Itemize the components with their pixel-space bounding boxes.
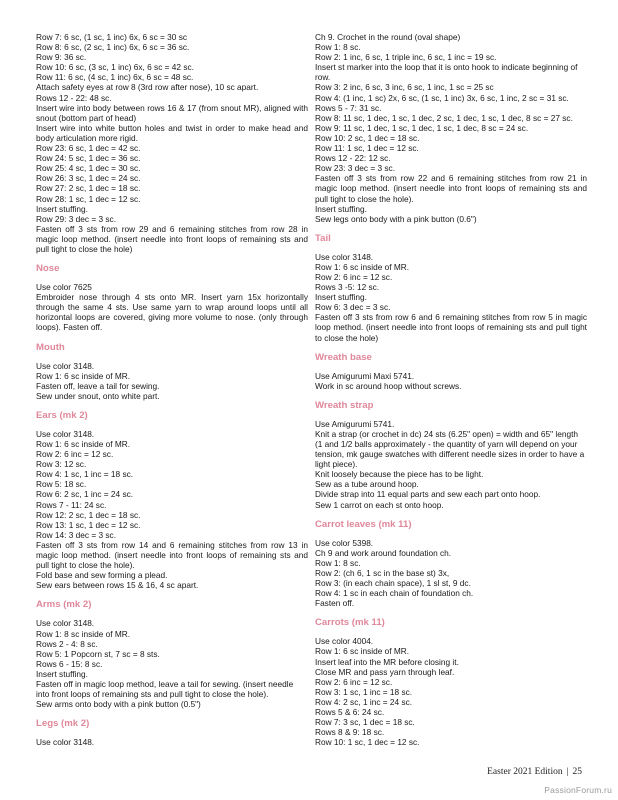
instruction-line: Row 23: 6 sc, 1 dec = 42 sc. (36, 143, 141, 154)
instruction-line: Fasten off 3 sts from row 29 and 6 remaining stitches from row 28 in magic loop method. (insert needle into front loops of remaining sts and pull tight to close the hole) (36, 223, 308, 254)
instruction-line: Rows 5 & 6: 24 sc. (315, 706, 385, 717)
instruction-line: Sew as a tube around hoop. (315, 479, 419, 490)
instruction-line: Rows 5 - 7: 31 sc. (315, 102, 382, 113)
instruction-line: Use color 3148. (36, 737, 95, 748)
instruction-line: Insert stuffing. (315, 292, 367, 303)
instruction-line: Row 11: 6 sc, (4 sc, 1 inc) 6x, 6 sc = 48 sc. (36, 72, 194, 83)
instruction-line: Insert stuffing. (36, 203, 88, 214)
instruction-line: Row 4: 2 sc, 1 inc = 24 sc. (315, 696, 413, 707)
instruction-line: Row 14: 3 dec = 3 sc. (36, 529, 117, 540)
instruction-line: Row 1: 6 sc inside of MR. (36, 439, 131, 449)
instruction-line: Use color 4004. (315, 636, 374, 647)
instruction-line: Row 2: 6 inc = 12 sc. (315, 271, 393, 282)
instruction-line: Row 10: 6 sc, (3 sc, 1 inc) 6x, 6 sc = 42 sc. (36, 62, 194, 73)
instruction-line: Row 1: 8 sc inside of MR. (36, 628, 131, 639)
instruction-line: Use color 7625 (36, 282, 92, 293)
instruction-line: Work in sc around hoop without screws. (315, 380, 462, 391)
instruction-line: Row 6: 3 dec = 3 sc. (315, 302, 391, 313)
instruction-line: Knit a strap (or crochet in dc) 24 sts (6.25" open) = width and 65" length (1 and 1/2 balls approximately - the quantity of yarn will depend on your tension, mk gauge swatches with different needle sizes in order to have a light piece). (315, 428, 585, 470)
instruction-line: Row 10: 1 sc, 1 dec = 12 sc. (315, 737, 420, 748)
instruction-line: Row 26: 3 sc, 1 dec = 24 sc. (36, 173, 141, 184)
instruction-line: Row 11: 1 sc, 1 dec = 12 sc. (315, 143, 419, 154)
instruction-line: Row 2: (ch 6, 1 sc in the base st) 3x, (315, 567, 450, 578)
section-heading: Arms (mk 2) (36, 599, 92, 611)
instruction-line: Row 2: 6 inc = 12 sc. (36, 449, 114, 460)
instruction-line: Row 5: 1 Popcorn st, 7 sc = 8 sts. (36, 648, 160, 659)
section-heading: Nose (36, 263, 60, 275)
instruction-line: Row 2: 6 inc = 12 sc. (315, 676, 393, 687)
instruction-line: Use color 3148. (315, 251, 374, 262)
instruction-line: Rows 7 - 11: 24 sc. (36, 499, 107, 510)
instruction-line: Row 13: 1 sc, 1 dec = 12 sc. (36, 519, 141, 530)
instruction-line: Row 1: 6 sc inside of MR. (36, 370, 131, 381)
instruction-line: Fold base and sew forming a plead. (36, 570, 168, 581)
instruction-line: Insert wire into white button holes and twist in order to make head and body articulation more rigid. (36, 122, 308, 143)
instruction-line: Insert stuffing. (36, 668, 88, 679)
section-heading: Carrot leaves (mk 11) (315, 518, 412, 530)
instruction-line: Insert leaf into the MR before closing it. (315, 656, 459, 667)
page-footer (487, 767, 582, 777)
instruction-line: Row 6: 2 sc, 1 inc = 24 sc. (36, 489, 134, 500)
instruction-line: Attach safety eyes at row 8 (3rd row after nose), 10 sc apart. (36, 82, 259, 93)
instruction-line: Ch 9 and work around foundation ch. (315, 547, 452, 558)
section-heading: Mouth (36, 341, 65, 353)
instruction-line: Row 5: 18 sc. (36, 479, 87, 490)
instruction-line: Rows 12 - 22: 48 sc. (36, 92, 112, 103)
instruction-line: Embroider nose through 4 sts onto MR. Insert yarn 15x horizontally through the same 4 sts. Use same yarn to wrap around loops until all horizontal loops are covered, giving more volume to nose. (only through loops). Fasten off. (36, 292, 308, 333)
instruction-line: Row 3: (in each chain space), 1 sl st, 9 dc. (315, 578, 471, 589)
instruction-line: Rows 3 -5: 12 sc. (315, 282, 380, 293)
instruction-line: Fasten off in magic loop method, leave a tail for sewing. (insert needle into front loops of remaining sts and pull tight to close the hole). (36, 678, 294, 700)
page-number: 25 (572, 767, 582, 777)
watermark: PassionForum.ru (544, 785, 612, 795)
instruction-line: Row 28: 1 sc, 1 dec = 12 sc. (36, 193, 141, 204)
instruction-line: Fasten off 3 sts from row 14 and 6 remaining stitches from row 13 in magic loop method. (insert needle into front loops of remaining sts and pull tight to close the hole). (36, 539, 308, 571)
instruction-line: Close MR and pass yarn through leaf. (315, 666, 455, 677)
instruction-line: Rows 12 - 22: 12 sc. (315, 153, 391, 164)
section-heading: Tail (315, 232, 331, 244)
instruction-line: Row 1: 8 sc. (315, 557, 361, 568)
instruction-line: Row 3: 12 sc. (36, 459, 87, 470)
instruction-line: Fasten off 3 sts from row 22 and 6 remaining stitches from row 21 in magic loop method. (insert needle into front loops of remaining sts and pull tight to close the hole). (315, 173, 587, 204)
instruction-line: Use color 3148. (36, 428, 95, 439)
instruction-line: Insert st marker into the loop that it is onto hook to indicate beginning of row. (315, 62, 578, 83)
instruction-line: Row 12: 2 sc, 1 dec = 18 sc. (36, 509, 141, 520)
instruction-line: Row 27: 2 sc, 1 dec = 18 sc. (36, 183, 141, 194)
instruction-line: Row 10: 2 sc, 1 dec = 18 sc. (315, 132, 420, 143)
instruction-line: Rows 8 & 9: 18 sc. (315, 727, 385, 738)
instruction-line: Insert wire into body between rows 16 & 17 (from snout MR), aligned with snout (bottom part of head) (36, 102, 308, 123)
instruction-line: Row 24: 5 sc, 1 dec = 36 sc. (36, 153, 141, 164)
instruction-line: Row 3: 1 sc, 1 inc = 18 sc. (315, 686, 413, 697)
right-column (315, 32, 587, 747)
instruction-line: Row 7: 6 sc, (1 sc, 1 inc) 6x, 6 sc = 30 sc (36, 32, 188, 42)
instruction-line: Row 1: 8 sc. (315, 42, 361, 53)
instruction-line: Row 25: 4 sc, 1 dec = 30 sc. (36, 163, 141, 174)
section-heading: Carrots (mk 11) (315, 617, 385, 629)
instruction-line: Use Amigurumi Maxi 5741. (315, 370, 415, 381)
instruction-line: Ch 9. Crochet in the round (oval shape) (315, 32, 461, 42)
section-heading: Ears (mk 2) (36, 409, 88, 421)
section-heading: Legs (mk 2) (36, 718, 90, 730)
instruction-line: Row 4: (1 inc, 1 sc) 2x, 6 sc, (1 sc, 1 inc) 3x, 6 sc, 1 inc, 2 sc = 31 sc. (315, 92, 569, 103)
instruction-line: Row 4: 1 sc in each chain of foundation ch. (315, 588, 474, 599)
instruction-line: Rows 2 - 4: 8 sc. (36, 638, 98, 649)
instruction-line: Sew ears between rows 15 & 16, 4 sc apart. (36, 580, 199, 591)
instruction-line: Row 1: 6 sc inside of MR. (315, 261, 410, 272)
instruction-line: Row 23: 3 dec = 3 sc. (315, 163, 396, 174)
instruction-line: Use color 5398. (315, 537, 374, 548)
instruction-line: Row 3: 2 inc, 6 sc, 3 inc, 6 sc, 1 inc, 1 sc = 25 sc (315, 82, 494, 93)
instruction-line: Row 4: 1 sc, 1 inc = 18 sc. (36, 469, 134, 480)
instruction-line: Row 2: 1 inc, 6 sc, 1 triple inc, 6 sc, 1 inc = 19 sc. (315, 52, 497, 63)
instruction-line: Divide strap into 11 equal parts and sew each part onto hoop. (315, 489, 541, 500)
instruction-line: Fasten off, leave a tail for sewing. (36, 380, 160, 391)
instruction-line: Rows 6 - 15: 8 sc. (36, 658, 103, 669)
instruction-line: Row 8: 11 sc, 1 dec, 1 sc, 1 dec, 2 sc, 1 dec, 1 sc, 1 dec, 8 sc = 27 sc. (315, 112, 573, 123)
instruction-line: Use Amigurumi 5741. (315, 418, 395, 429)
instruction-line: Use color 3148. (36, 618, 95, 629)
instruction-line: Row 29: 3 dec = 3 sc. (36, 213, 117, 224)
instruction-line: Row 7: 3 sc, 1 dec = 18 sc. (315, 717, 415, 728)
instruction-line: Row 1: 6 sc inside of MR. (315, 646, 410, 657)
instruction-line: Sew under snout, onto white part. (36, 390, 160, 401)
instruction-line: Row 9: 36 sc. (36, 52, 87, 63)
instruction-line: Fasten off. (315, 598, 355, 609)
instruction-line: Sew legs onto body with a pink button (0.6") (315, 213, 477, 224)
instruction-line: Knit loosely because the piece has to be light. (315, 469, 484, 480)
instruction-line: Row 8: 6 sc, (2 sc, 1 inc) 6x, 6 sc = 36 sc. (36, 42, 190, 53)
left-column (36, 32, 308, 747)
instruction-line: Fasten off 3 sts from row 6 and 6 remaining stitches from row 5 in magic loop method. (insert needle into front loops of remaining sts and pull tight to close the hole) (315, 312, 587, 343)
instruction-line: Sew 1 carrot on each st onto hoop. (315, 499, 444, 510)
instruction-line: Row 9: 11 sc, 1 dec, 1 sc, 1 dec, 1 sc, 1 dec, 8 sc = 24 sc. (315, 122, 529, 133)
footer-separator: | (566, 767, 569, 777)
instruction-line: Insert stuffing. (315, 203, 367, 214)
section-heading: Wreath base (315, 351, 372, 363)
edition-label: Easter 2021 Edition (487, 767, 563, 777)
instruction-line: Sew arms onto body with a pink button (0.5") (36, 699, 201, 710)
section-heading: Wreath strap (315, 399, 374, 411)
instruction-line: Use color 3148. (36, 360, 95, 371)
